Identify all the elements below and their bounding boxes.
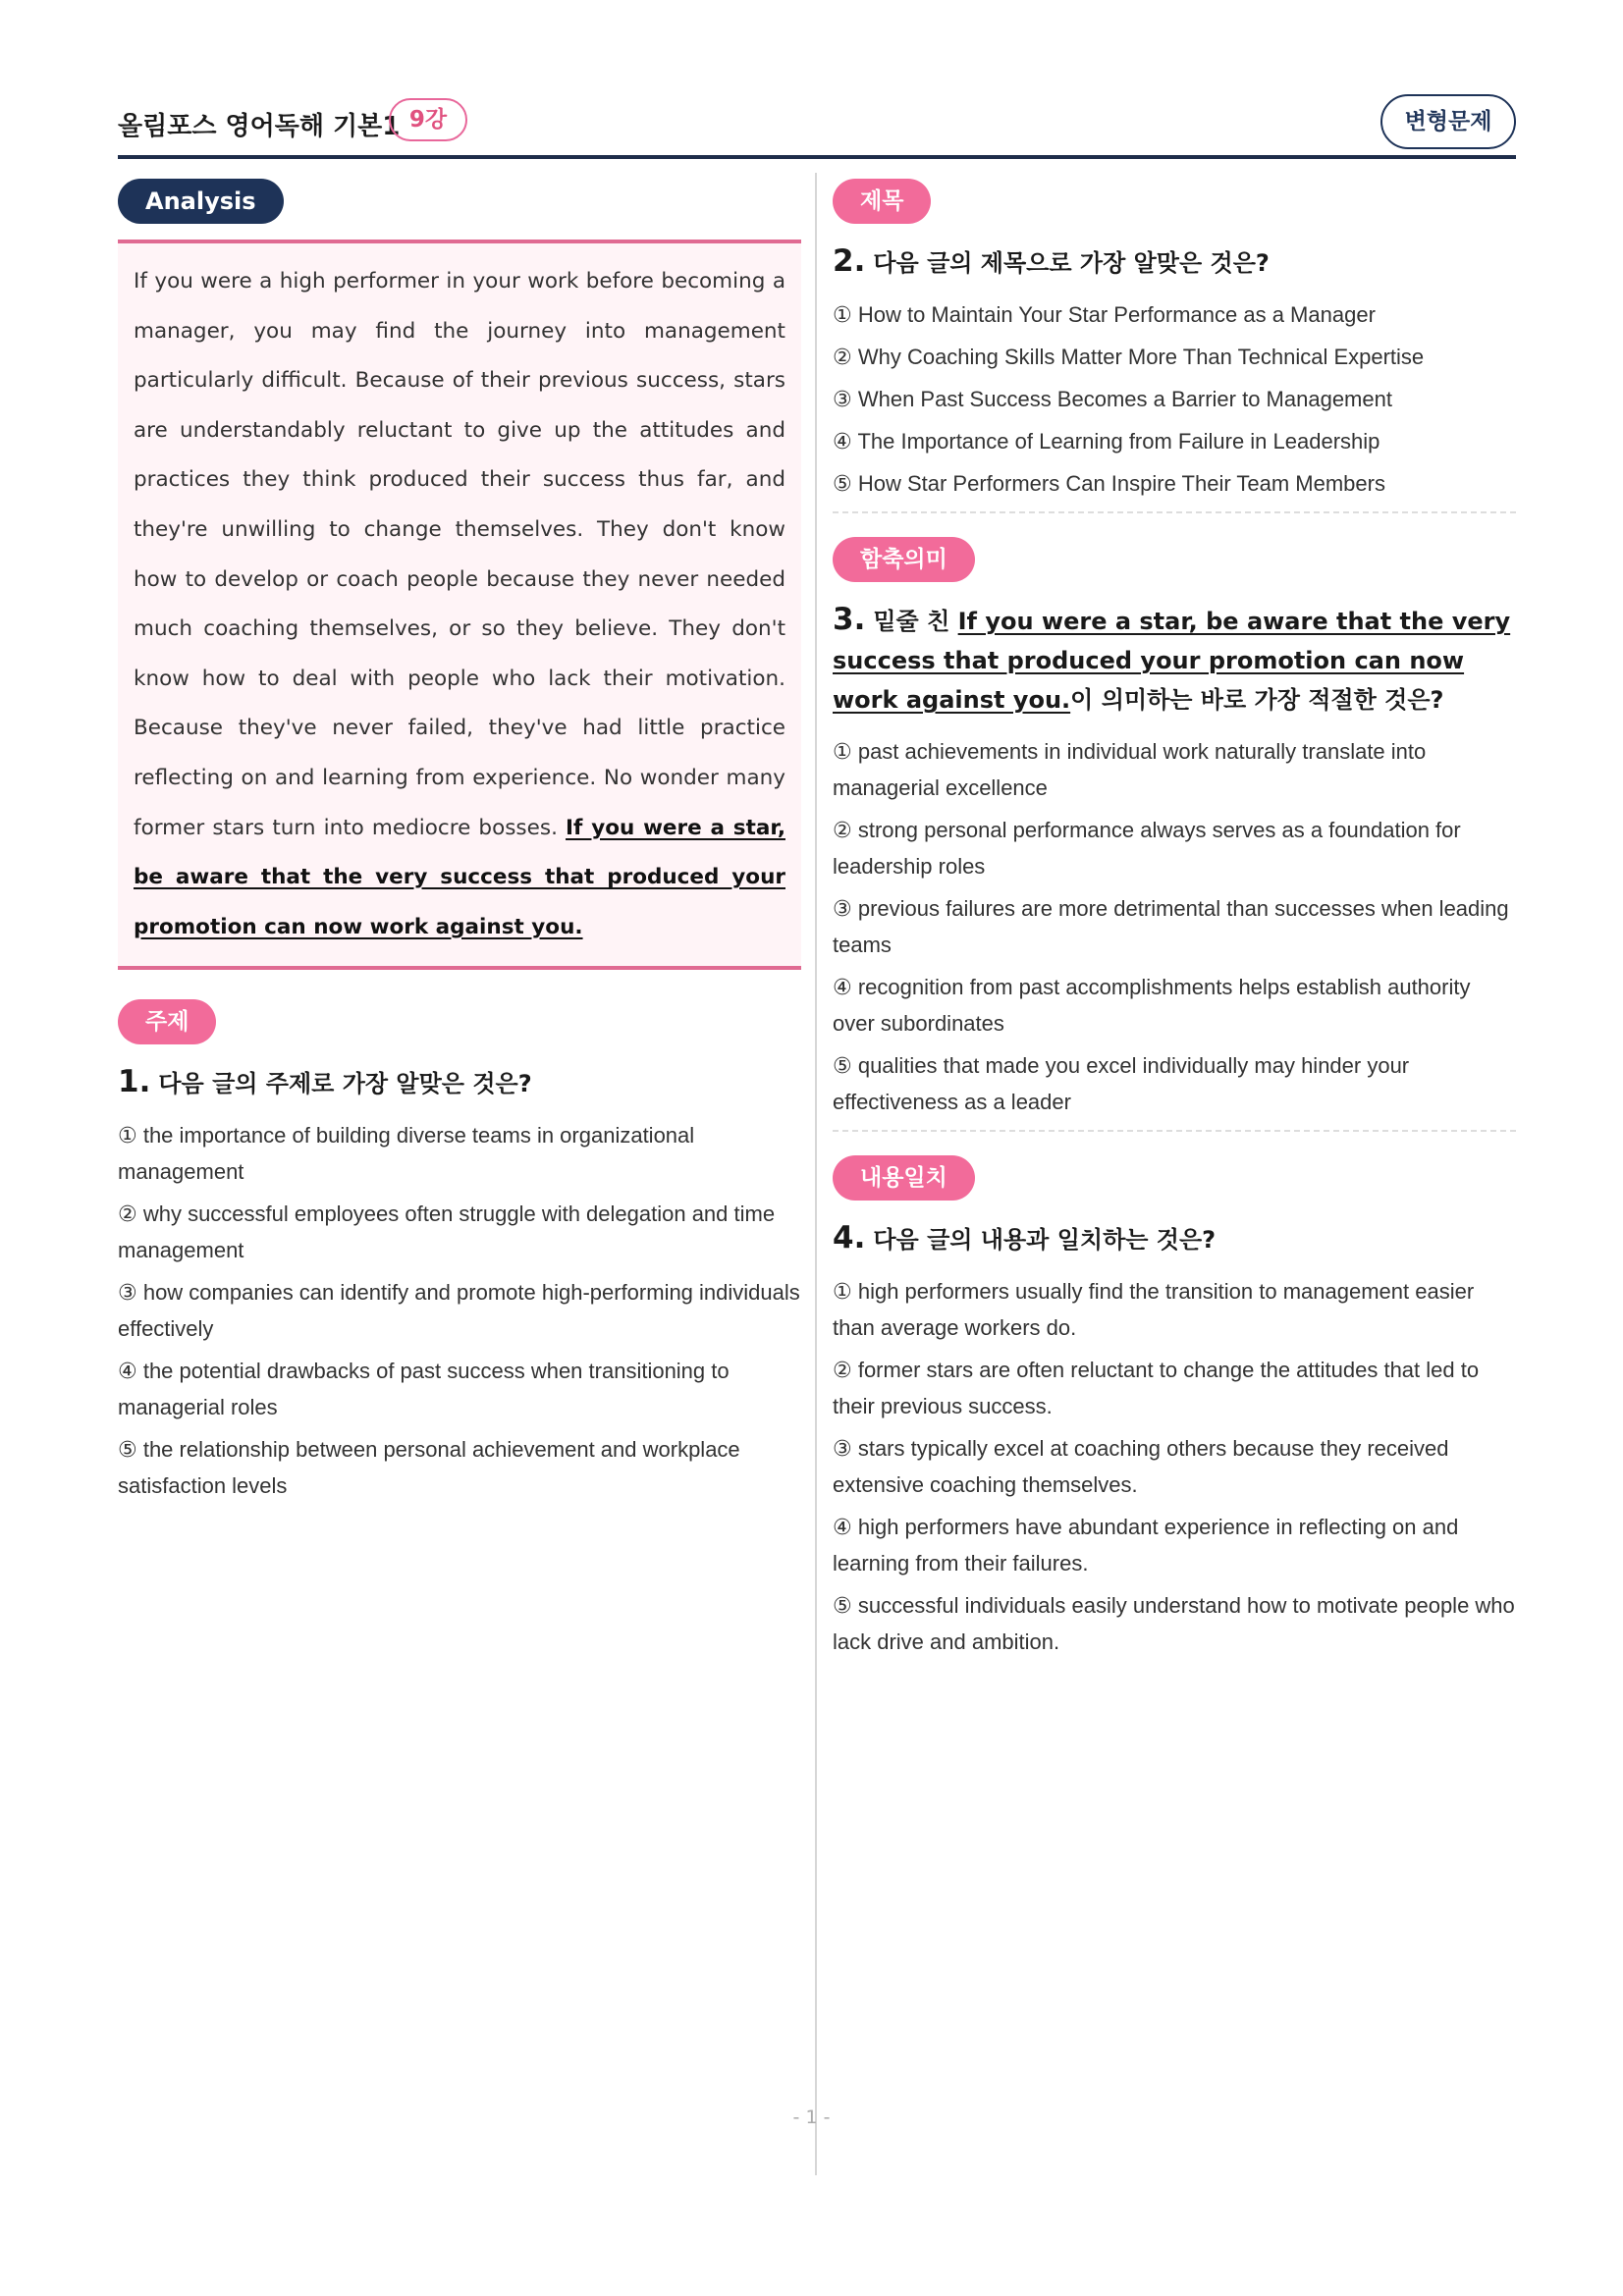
question-stem	[833, 600, 1516, 720]
question-tag: 제목	[833, 179, 931, 224]
question-tag: 함축의미	[833, 537, 975, 582]
option-list	[833, 296, 1516, 502]
option-2[interactable]: ② why successful employees often struggle with delegation and time management	[118, 1201, 776, 1263]
question-number: 3.	[833, 602, 866, 637]
question-number: 4.	[833, 1220, 866, 1255]
option-3[interactable]: ③ stars typically excel at coaching others because they received extensive coaching themselves.	[833, 1436, 1449, 1497]
book-title: 올림포스 영어독해 기본1	[118, 112, 401, 141]
passage	[134, 257, 785, 952]
option-2[interactable]: ② former stars are often reluctant to change the attitudes that led to their previous success.	[833, 1358, 1480, 1418]
page-header	[118, 94, 1516, 159]
question-stem	[833, 1218, 1516, 1259]
option-5[interactable]: ⑤ How Star Performers Can Inspire Their Team Members	[833, 471, 1385, 496]
passage-text: If you were a high performer in your work before becoming a manager, you may find the journey into management particularly difficult. Because of their previous success, stars are understandably reluctant to give up the attitudes and practices they think produced their success thus far, and they're unwilling to change themselves. They don't know how to develop or coach people because they never needed much coaching themselves, or so they believe. They don't know how to deal with people who lack their motivation. Because they've never failed, they've had little practice reflecting on and learning from experience. No wonder many former stars turn into mediocre bosses.	[134, 269, 785, 840]
question-3	[833, 537, 1516, 1132]
option-2[interactable]: ② Why Coaching Skills Matter More Than Technical Expertise	[833, 345, 1425, 369]
option-list	[833, 733, 1516, 1120]
option-5[interactable]: ⑤ qualities that made you excel individually may hinder your effectiveness as a leader	[833, 1053, 1410, 1114]
option-1[interactable]: ① past achievements in individual work naturally translate into managerial excellence	[833, 739, 1427, 800]
question-text-before: 밑줄 친	[873, 608, 958, 635]
option-1[interactable]: ① How to Maintain Your Star Performance as a Manager	[833, 302, 1376, 327]
option-1[interactable]: ① high performers usually find the transition to management easier than average workers do.	[833, 1279, 1475, 1340]
option-4[interactable]: ④ the potential drawbacks of past success when transitioning to managerial roles	[118, 1359, 730, 1420]
question-stem	[833, 241, 1516, 283]
lesson-badge: 9강	[389, 98, 467, 141]
column-divider	[815, 173, 817, 2175]
section-divider	[833, 511, 1516, 513]
question-tag: 내용일치	[833, 1155, 975, 1201]
option-4[interactable]: ④ high performers have abundant experience in reflecting on and learning from their failures.	[833, 1515, 1459, 1575]
question-number: 2.	[833, 243, 866, 279]
question-4	[833, 1155, 1516, 1660]
passage-underlined: If you were a star, be aware that the very success that produced your promotion can now work against you.	[134, 815, 785, 939]
option-5[interactable]: ⑤ successful individuals easily understand how to motivate people who lack drive and ambition.	[833, 1593, 1515, 1654]
option-4[interactable]: ④ The Importance of Learning from Failure in Leadership	[833, 429, 1380, 454]
passage-box	[118, 240, 801, 970]
question-text: 다음 글의 내용과 일치하는 것은?	[873, 1226, 1217, 1254]
option-1[interactable]: ① the importance of building diverse teams in organizational management	[118, 1123, 695, 1185]
left-column	[118, 179, 801, 1510]
analysis-label: Analysis	[118, 179, 284, 224]
option-list	[833, 1273, 1516, 1660]
option-3[interactable]: ③ When Past Success Becomes a Barrier to Management	[833, 387, 1392, 411]
option-2[interactable]: ② strong personal performance always serves as a foundation for leadership roles	[833, 818, 1461, 879]
right-column	[833, 179, 1516, 1666]
question-type-badge: 변형문제	[1380, 94, 1516, 149]
option-3[interactable]: ③ previous failures are more detrimental than successes when leading teams	[833, 896, 1509, 957]
page-number: - 1 -	[792, 2107, 831, 2128]
question-1	[118, 999, 801, 1504]
page	[118, 94, 1516, 2185]
question-text: 다음 글의 제목으로 가장 알맞은 것은?	[873, 249, 1270, 277]
option-3[interactable]: ③ how companies can identify and promote high-performing individuals effectively	[118, 1280, 800, 1342]
question-text-after: 이 의미하는 바로 가장 적절한 것은?	[1070, 686, 1444, 714]
question-number: 1.	[118, 1064, 151, 1100]
question-tag: 주제	[118, 999, 216, 1044]
question-text: 다음 글의 주제로 가장 알맞은 것은?	[158, 1070, 532, 1098]
option-4[interactable]: ④ recognition from past accomplishments helps establish authority over subordinates	[833, 975, 1471, 1036]
header-divider	[118, 155, 1516, 159]
option-list	[118, 1117, 801, 1504]
question-underlined: If you were a star, be aware that the very success that produced your promotion can now work against you.	[833, 608, 1511, 714]
section-divider	[833, 1130, 1516, 1132]
question-2	[833, 179, 1516, 513]
option-5[interactable]: ⑤ the relationship between personal achievement and workplace satisfaction levels	[118, 1437, 740, 1499]
question-stem	[118, 1062, 801, 1103]
